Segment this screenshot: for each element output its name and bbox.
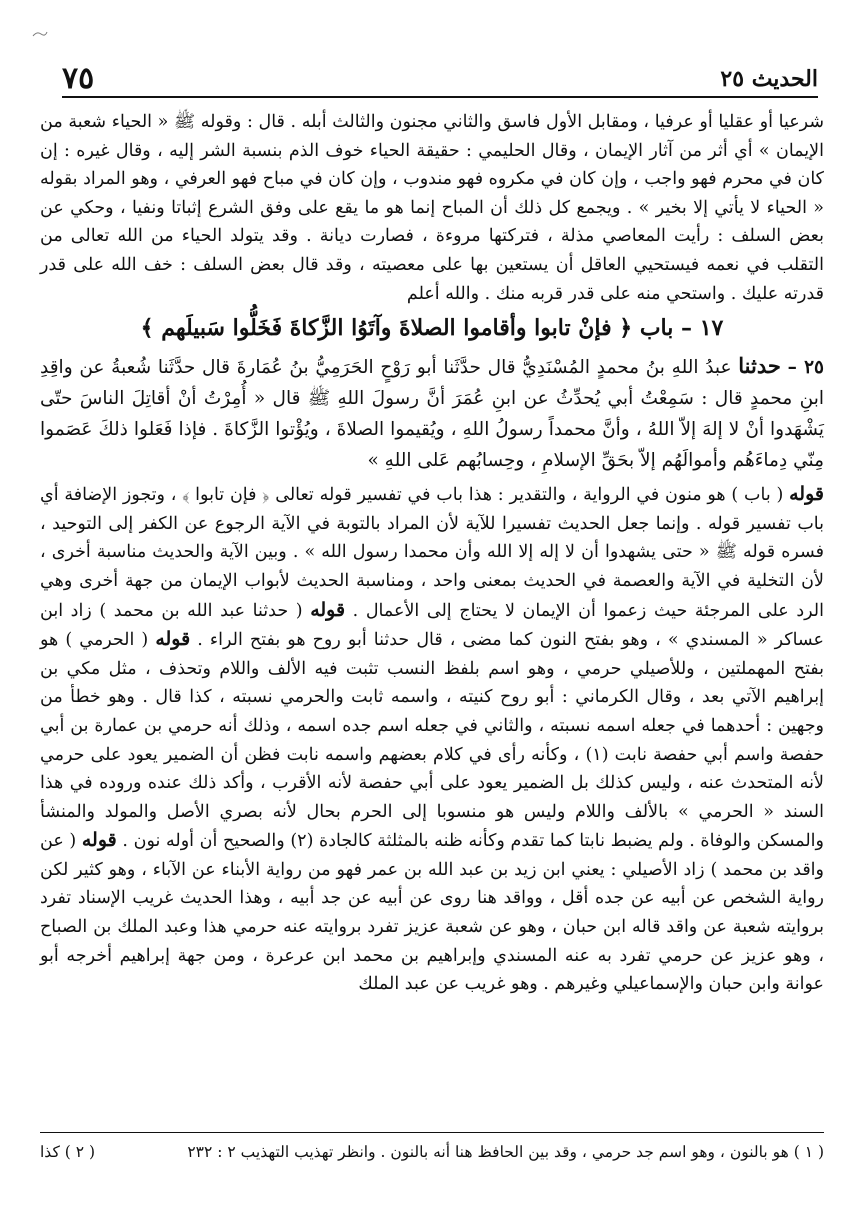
- hadith-number: ٢٥ –: [787, 357, 824, 379]
- hadith-text: [40, 350, 824, 476]
- page-number: ٧٥: [62, 61, 95, 96]
- commentary: [40, 480, 824, 999]
- hadith-intro: حدثنا: [738, 353, 781, 379]
- margin-mark-icon: [32, 30, 48, 38]
- footnote-1: ( ١ ) هو بالنون ، وهو اسم جد حرمي ، وقد بين الحافظ هنا أنه بالنون . وانظر تهذيب التهذيب ٢ : ٢٣٢: [187, 1143, 824, 1161]
- commentary-marker: قوله: [789, 483, 824, 506]
- commentary-text: ( الحرمي ) هو بفتح المهملتين ، وللأصيلي حرمي ، وهو اسم بلفظ النسب تثبت فيه الألف واللام وتحذف ، مثل مكي بن إبراهيم الآتي بعد ، وقال الكرماني : أبو روح كنيته ، واسمه ثابت والحرمي نسبته ، كذا قال . وهو خطأ من وجهين : أحدهما في جعله اسمه نسبته ، والثاني في جعله اسم جده اسمه ، وذلك أنه حرمي بن عمارة بن أبي حفصة واسم أبي حفصة نابت (١) ، وكأنه رأى في كلام بعضهم واسمه نابت فظن أن الضمير يعود على حرمي لأنه المتحدث عنه ، وليس كذلك بل الضمير يعود على أبي حفصة لأنه الأقرب ، وأكد ذلك عنده وروده في هذا السند « الحرمي » بالألف واللام وليس هو منسوبا إلى الحرم بحال لأنه بصري الأصل والمولد والمنشأ والمسكن والوفاة . ولم يضبط نابتا كما تقدم وكأنه ظنه بالمثلثة كالجادة (٢) والصحيح أن أوله نون .: [40, 630, 825, 852]
- page-header: [62, 60, 818, 98]
- chapter-heading: ١٧ – باب ﴿ فإنْ تابوا وأقاموا الصلاةَ وآتَوُا الزَّكاةَ فَخَلُّوا سَبيلَهم ﴾: [140, 315, 724, 342]
- commentary-text: ( حدثنا عبد الله بن محمد ) زاد ابن عساكر « المسندي » ، وهو بفتح النون كما مضى ، قال حدثنا أبو روح هو بفتح الراء .: [40, 600, 824, 651]
- commentary-marker: قوله: [155, 628, 191, 651]
- footnotes: [40, 1132, 824, 1165]
- commentary-text: ( عن واقد بن محمد ) زاد الأصيلي : يعني ابن زيد بن عبد الله بن عمر فهو من رواية الأبناء عن الآباء ، وهو كثير لكن رواية الشخص عن أبيه عن جده أقل ، وواقد هنا روى عن أبيه عن جد أبيه ، وهذا الحديث غريب الإسناد تفرد بروايته شعبة عن واقد قاله ابن حبان ، وهو عن شعبة عزيز تفرد بروايته عنه حرمي هذا وعبد الملك بن الصباح ، وهو عزيز عن حرمي تفرد به عنه المسندي وإبراهيم بن محمد ابن عرعرة ، ومن جهة إبراهيم أخرجه أبو عوانة وابن حبان والإسماعيلي وغيرهم . وهو غريب عن عبد الملك: [40, 831, 824, 995]
- opening-paragraph: شرعيا أو عقليا أو عرفيا ، ومقابل الأول فاسق والثاني مجنون والثالث أبله . قال : وقوله ﷺ « الحياء شعبة من الإيمان » أي أثر من آثار الإيمان ، وقال الحليمي : حقيقة الحياء خوف الذم بنسبة الشر إليه ، وقال غيره : إن كان في محرم فهو واجب ، وإن كان في مكروه فهو مندوب ، وإن كان في مباح فهو العرفي ، وهو المراد بقوله « الحياء لا يأتي إلا بخير » . ويجمع كل ذلك أن المباح إنما هو ما يقع على وفق الشرع إثباتا ونفيا ، وحكي عن بعض السلف : رأيت المعاصي مذلة ، فتركتها مروءة ، فصارت ديانة . وقد يتولد الحياء من الله تعالى من التقلب في نعمه فيستحيي العاقل أن يستعين بها على معصيته ، وقد قال بعض السلف : خف الله على قدر قدرته عليك . واستحي منه على قدر قربه منك . والله أعلم: [40, 112, 824, 304]
- footnote-2: ( ٢ ) كذا: [40, 1143, 96, 1161]
- commentary-marker: قوله: [310, 598, 346, 621]
- commentary-marker: قوله: [81, 829, 117, 852]
- commentary-text: ( باب ) هو منون في الرواية ، والتقدير : هذا باب في تفسير قوله تعالى ﴿ فإن تابوا ﴾ ، وتجوز الإضافة أي باب تفسير قوله . وإنما جعل الحديث تفسيرا للآية لأن المراد بالتوبة في الآية الرجوع عن الكفر إلى التوحيد ، فسره قوله ﷺ « حتى يشهدوا أن لا إله إلا الله وأن محمدا رسول الله » . وبين الآية والحديث مناسبة أخرى ، لأن التخلية في الآية والعصمة في الحديث بمعنى واحد ، ومناسبة الحديث لأبواب الإيمان من جهة أخرى وهي الرد على المرجئة حيث زعموا أن الإيمان لا يحتاج إلى الأعمال .: [40, 485, 824, 621]
- hadith-body: عبدُ اللهِ بنُ محمدٍ المُسْنَدِيُّ قال حدَّثَنا أبو رَوْحٍ الحَرَمِيُّ بنُ عُمَارةَ قال حدَّثَنا شُعبةُ عن واقِدِ ابنِ محمدٍ قال : سَمِعْتُ أبي يُحدِّثُ عن ابنِ عُمَرَ أنَّ رسولَ اللهِ ﷺ قال « أُمِرْتُ أنْ أقاتِلَ الناسَ حتّى يَشْهَدوا أنْ لا إلهَ إلاّ اللهُ ، وأنَّ محمداً رسولُ اللهِ ، ويُقيموا الصلاةَ ، ويُؤْتوا الزَّكاةَ . فإذا فَعَلوا ذلكَ عَصَموا مِنّي دِماءَهُم وأموالَهُم إلاّ بحَقِّ الإسلامِ ، وحِسابُهم عَلى اللهِ »: [40, 357, 824, 472]
- page-body: [40, 108, 824, 999]
- running-title: الحديث ٢٥: [720, 66, 818, 92]
